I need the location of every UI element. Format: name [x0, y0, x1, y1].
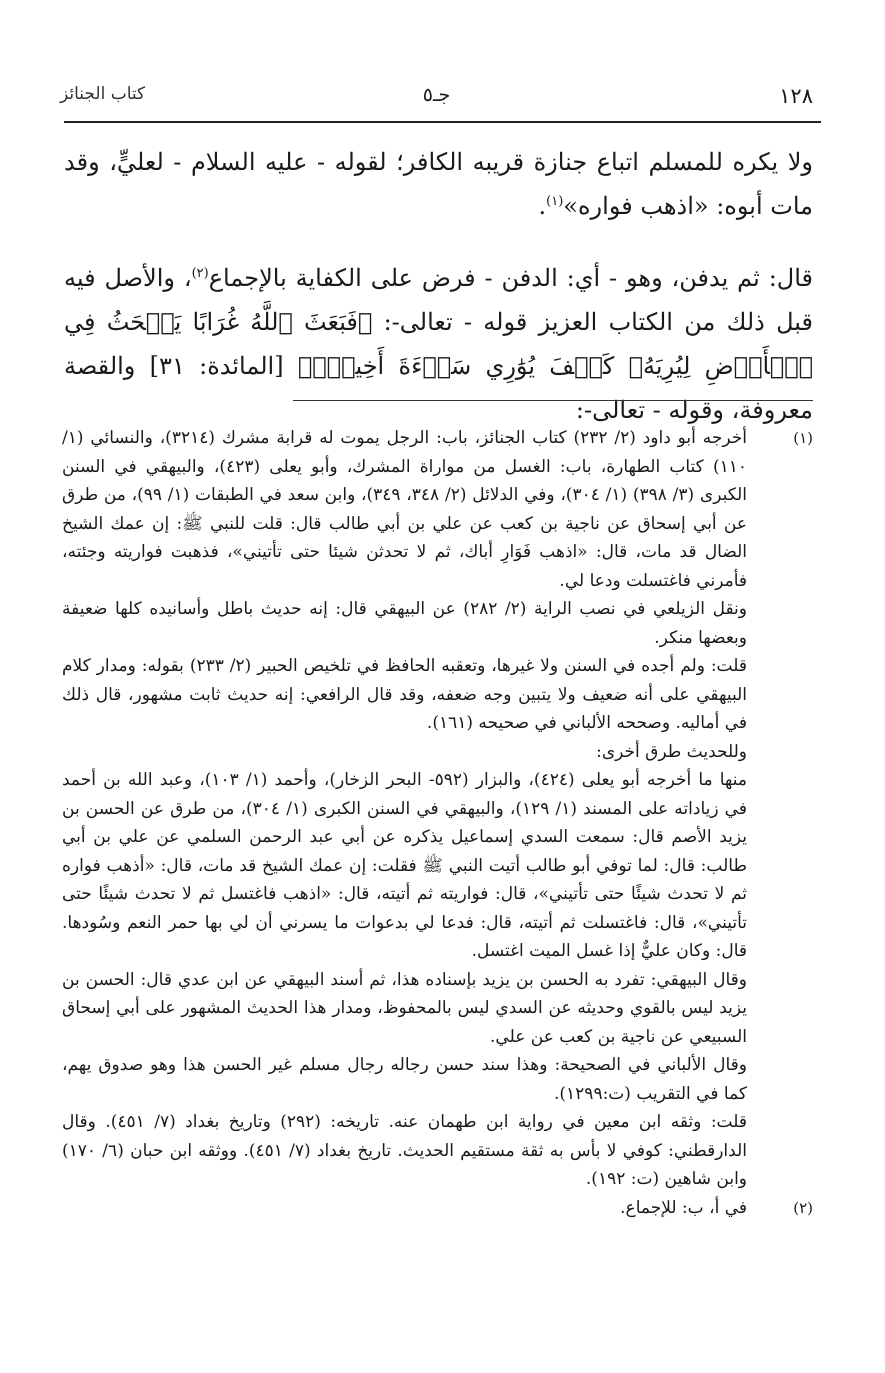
- main-text: [64, 140, 813, 432]
- main-paragraph: [64, 140, 813, 228]
- volume-label: جـ٥: [422, 84, 451, 106]
- footnote-paragraph: قلت: وثقه ابن معين في رواية ابن طهمان عنه. تاريخه: (٢٩٢) وتاريخ بغداد (٧/ ٤٥١). وقال الدارقطني: كوفي لا بأس به ثقة مستقيم الحديث. تاريخ بغداد (٧/ ٤٥١). ووثقه ابن حبان (٦/ ١٧٠) وابن شاهين (ت: ١٩٢).: [62, 1112, 747, 1189]
- footnote-paragraph: ونقل الزيلعي في نصب الراية (٢/ ٢٨٢) عن البيهقي قال: إنه حديث باطل وأسانيده كلها ضعيفة وبعضها منكر.: [62, 599, 747, 648]
- footnote-paragraph: وقال البيهقي: تفرد به الحسن بن يزيد بإسناده هذا، ثم أسند البيهقي عن ابن عدي قال: الحسن بن يزيد ليس بالقوي وحديثه عن السدي ليس بالمحفوظ، ومدار هذا الحديث المشهور على أبي إسحاق السبيعي عن ناجية بن كعب عن علي.: [62, 969, 747, 1047]
- chapter-title: كتاب الجنائز: [60, 84, 146, 104]
- quran-verse: ﴿فَبَعَثَ ٱللَّهُ غُرَابًا يَبۡحَثُ فِي ٱلۡأَرۡضِ لِيُرِيَهُۥ كَيۡفَ يُوَٰرِي سَوۡءَةَ أَخِيهِۚ﴾: [64, 308, 813, 380]
- footnote-number: (٢): [793, 1198, 813, 1217]
- footnote-ref: (٢): [191, 266, 209, 281]
- footnote-number: (١): [793, 429, 813, 447]
- footnote-paragraph: في أ، ب: للإجماع.: [620, 1197, 747, 1218]
- footnote-paragraph: وقال الألباني في الصحيحة: وهذا سند حسن رجاله رجال مسلم غير الحسن هذا وهو صدوق يهم، كما في التقريب (ت:١٢٩٩).: [62, 1055, 747, 1104]
- main-text-run: ، والأصل فيه قبل ذلك من الكتاب العزيز قوله - تعالى-:: [64, 264, 813, 336]
- footnote-paragraph: قلت: ولم أجده في السنن ولا غيرها، وتعقبه الحافظ في تلخيص الحبير (٢/ ٢٣٣) بقوله: ومدار كلام البيهقي على أنه ضعيف ولا يتبين وجه ضعفه، وقد قال الرافعي: إنه حديث ثابت مشهور، قال ذلك في أماليه. وصححه الألباني في صحيحه (١٦١).: [62, 656, 747, 733]
- main-paragraph: [64, 256, 813, 432]
- footnote-paragraph: منها ما أخرجه أبو يعلى (٤٢٤)، والبزار (٥٩٢- البحر الزخار)، وأحمد (١/ ١٠٣)، وعبد الله بن أحمد في زياداته على المسند (١/ ١٢٩)، والبيهقي في السنن الكبرى (١/ ٣٠٤)، من طرق عن الحسن بن يزيد الأصم قال: سمعت السدي إسماعيل يذكره عن أبي عبد الرحمن السلمي عن علي بن أبي طالب: قال: لما توفي أبو طالب أتيت النبي ﷺ فقلت: إن عمك الشيخ قد مات، قال: «أذهب فواره ثم لا تحدث شيئًا حتى تأتيني»، قال: فواريته ثم أتيته، قال: «اذهب فاغتسل ثم لا تحدث شيئًا حتى تأتيني»، قال: فاغتسلت ثم أتيته، قال: فدعا لي بدعوات ما يسرني أن لي بها حمر النعم وسُودها. قال: وكان عليٌّ إذا غسل الميت اغتسل.: [62, 770, 748, 961]
- header-rule: [64, 121, 821, 123]
- main-text-run: [المائدة: ٣١] والقصة معروفة، وقوله - تعالى-:: [64, 352, 813, 424]
- page-header: [60, 84, 813, 114]
- main-text-run: ولا يكره للمسلم اتباع جنازة قريبه الكافر؛ لقوله - عليه السلام - لعليٍّ، وقد مات أبوه: «اذهب فواره»: [64, 148, 813, 220]
- footnotes: [62, 424, 813, 1222]
- page-number: ١٢٨: [779, 84, 813, 108]
- footnote: [62, 424, 813, 1194]
- footnote-separator: [293, 400, 813, 401]
- footnote-paragraph: وللحديث طرق أخرى:: [596, 741, 747, 762]
- footnote-paragraph: أخرجه أبو داود (٢/ ٢٣٢) كتاب الجنائز، باب: الرجل يموت له قرابة مشرك (٣٢١٤)، والنسائي (١/ ١١٠) كتاب الطهارة، باب: الغسل من مواراة المشرك، وأبو يعلى (٤٢٣)، والبيهقي في السنن الكبرى (٣/ ٣٩٨) (١/ ٣٠٤)، وفي الدلائل (٢/ ٣٤٨، ٣٤٩)، وابن سعد في الطبقات (١/ ٩٩)، من طرق عن أبي إسحاق عن ناجية بن كعب عن علي بن أبي طالب قال: قلت للنبي ﷺ: إن عمك الشيخ الضال قد مات، قال: «اذهب فَوَارِ أباك، ثم لا تحدثن شيئا حتى تأتيني»، فذهبت فواريته وجئته، فأمرني فاغتسلت ودعا لي.: [62, 428, 748, 591]
- footnote: [62, 1194, 813, 1223]
- main-text-run: .: [538, 192, 547, 220]
- main-text-run: قال: ثم يدفن، وهو - أي: الدفن - فرض على الكفاية بالإجماع: [208, 264, 814, 292]
- footnote-ref: (١): [546, 194, 564, 209]
